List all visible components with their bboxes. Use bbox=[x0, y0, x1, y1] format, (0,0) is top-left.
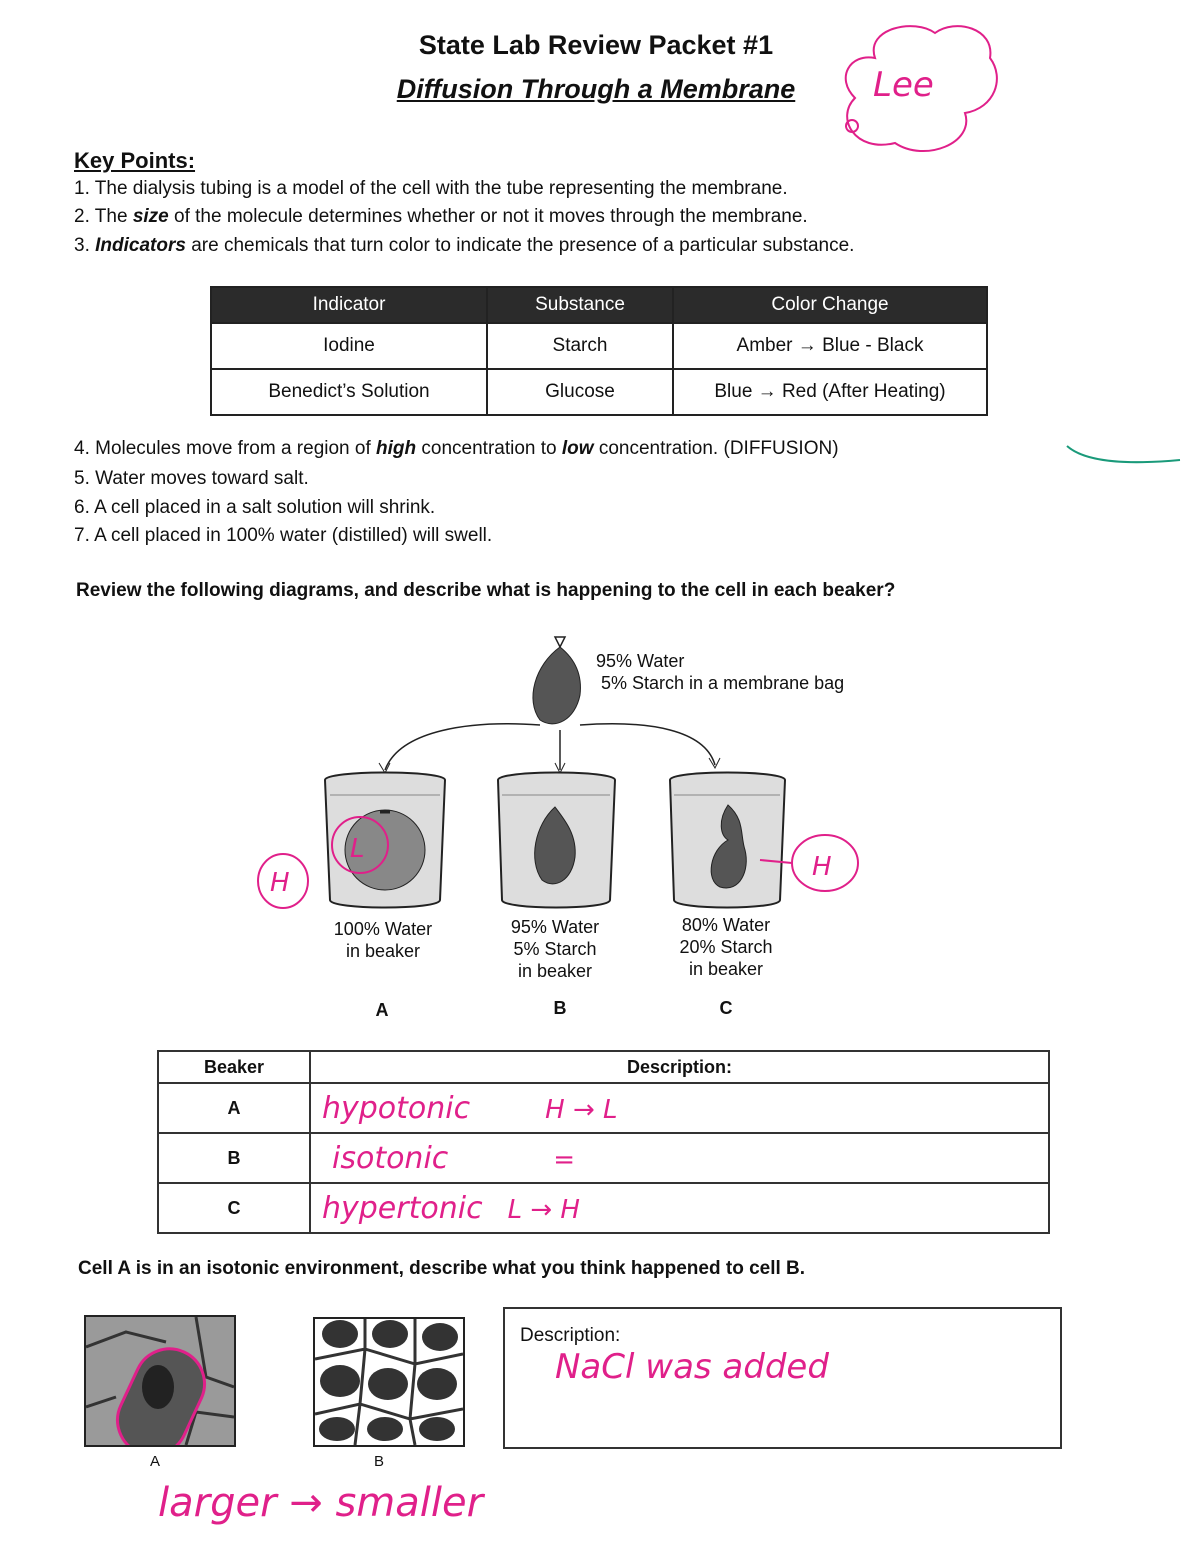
table-cell: Iodine bbox=[211, 323, 487, 369]
table-cell: Benedict’s Solution bbox=[211, 369, 487, 415]
page-subtitle: Diffusion Through a Membrane bbox=[396, 74, 796, 104]
table-cell: Amber → Blue - Black bbox=[673, 323, 987, 369]
answer-cell[interactable]: hypotonic H → L bbox=[310, 1083, 1049, 1133]
beaker-a-label: 100% Water in beaker bbox=[333, 919, 433, 961]
cell-b-label: B bbox=[374, 1453, 385, 1470]
handwritten-name: Lee bbox=[873, 65, 934, 105]
table-row bbox=[211, 323, 987, 369]
table-cell: A bbox=[158, 1083, 310, 1133]
beaker-b bbox=[498, 773, 615, 908]
beaker-a-annotation: H bbox=[270, 868, 290, 898]
beaker-c-letter: C bbox=[719, 998, 733, 1018]
table-cell: Glucose bbox=[487, 369, 673, 415]
beaker-b-label: 95% Water 5% Starch in beaker bbox=[510, 917, 600, 981]
table-row bbox=[158, 1083, 1049, 1133]
beaker-c bbox=[670, 773, 785, 908]
cell-description-box[interactable] bbox=[503, 1307, 1062, 1449]
bottom-note: larger → smaller bbox=[158, 1480, 484, 1526]
key-point-7: 7. A cell placed in 100% water (distilled) will swell. bbox=[74, 525, 493, 546]
table-row bbox=[158, 1183, 1049, 1233]
table-cell: Blue → Red (After Heating) bbox=[673, 369, 987, 415]
beaker-c-annotation: H bbox=[812, 852, 832, 882]
description-table bbox=[157, 1050, 1050, 1234]
description-col-header: Description: bbox=[310, 1051, 1049, 1083]
membrane-bag bbox=[533, 637, 580, 724]
cell-a-label: A bbox=[150, 1453, 161, 1470]
green-pen-mark bbox=[1065, 440, 1185, 470]
beaker-a bbox=[325, 773, 445, 908]
beaker-diagram bbox=[250, 625, 900, 915]
table-cell: Starch bbox=[487, 323, 673, 369]
description-answer: NaCl was added bbox=[555, 1347, 829, 1387]
substance-header: Substance bbox=[487, 287, 673, 323]
beaker-col-header: Beaker bbox=[158, 1051, 310, 1083]
indicator-header: Indicator bbox=[211, 287, 487, 323]
key-point-1: 1. The dialysis tubing is a model of the cell with the tube representing the membrane. bbox=[74, 178, 788, 199]
table-cell: B bbox=[158, 1133, 310, 1183]
beaker-b-letter: B bbox=[553, 998, 567, 1018]
color-change-header: Color Change bbox=[673, 287, 987, 323]
page-title: State Lab Review Packet #1 bbox=[418, 30, 774, 60]
table-row bbox=[211, 369, 987, 415]
arrow-to-c bbox=[580, 724, 715, 765]
answer-cell[interactable]: isotonic = bbox=[310, 1133, 1049, 1183]
key-point-4: 4. Molecules move from a region of high concentration to low concentration. (DIFFUSION) bbox=[74, 438, 839, 459]
table-cell: C bbox=[158, 1183, 310, 1233]
arrow-to-a bbox=[385, 724, 540, 770]
key-point-5: 5. Water moves toward salt. bbox=[74, 468, 309, 489]
indicator-table bbox=[210, 286, 988, 416]
key-points-heading: Key Points: bbox=[74, 148, 196, 173]
beaker-a-letter: A bbox=[375, 1000, 389, 1020]
question-1: Review the following diagrams, and describe what is happening to the cell in each beaker? bbox=[76, 580, 896, 601]
bag-label-1: 95% Water bbox=[596, 651, 685, 671]
answer-cell[interactable]: hypertonic L → H bbox=[310, 1183, 1049, 1233]
key-point-6: 6. A cell placed in a salt solution will shrink. bbox=[74, 497, 436, 518]
bag-label-2: 5% Starch in a membrane bag bbox=[601, 673, 845, 693]
beaker-c-label: 80% Water 20% Starch in beaker bbox=[679, 915, 773, 979]
key-point-2: 2. The size of the molecule determines whether or not it moves through the membrane. bbox=[74, 206, 808, 227]
description-label: Description: bbox=[520, 1325, 621, 1346]
beaker-a-inner-mark: L bbox=[350, 834, 365, 864]
name-cloud-scribble bbox=[835, 18, 1005, 168]
question-2: Cell A is in an isotonic environment, describe what you think happened to cell B. bbox=[78, 1258, 806, 1279]
key-point-3: 3. Indicators are chemicals that turn color to indicate the presence of a particular substance. bbox=[74, 235, 855, 256]
cell-image-a bbox=[84, 1315, 236, 1447]
cell-image-b bbox=[313, 1317, 465, 1447]
table-row bbox=[158, 1133, 1049, 1183]
